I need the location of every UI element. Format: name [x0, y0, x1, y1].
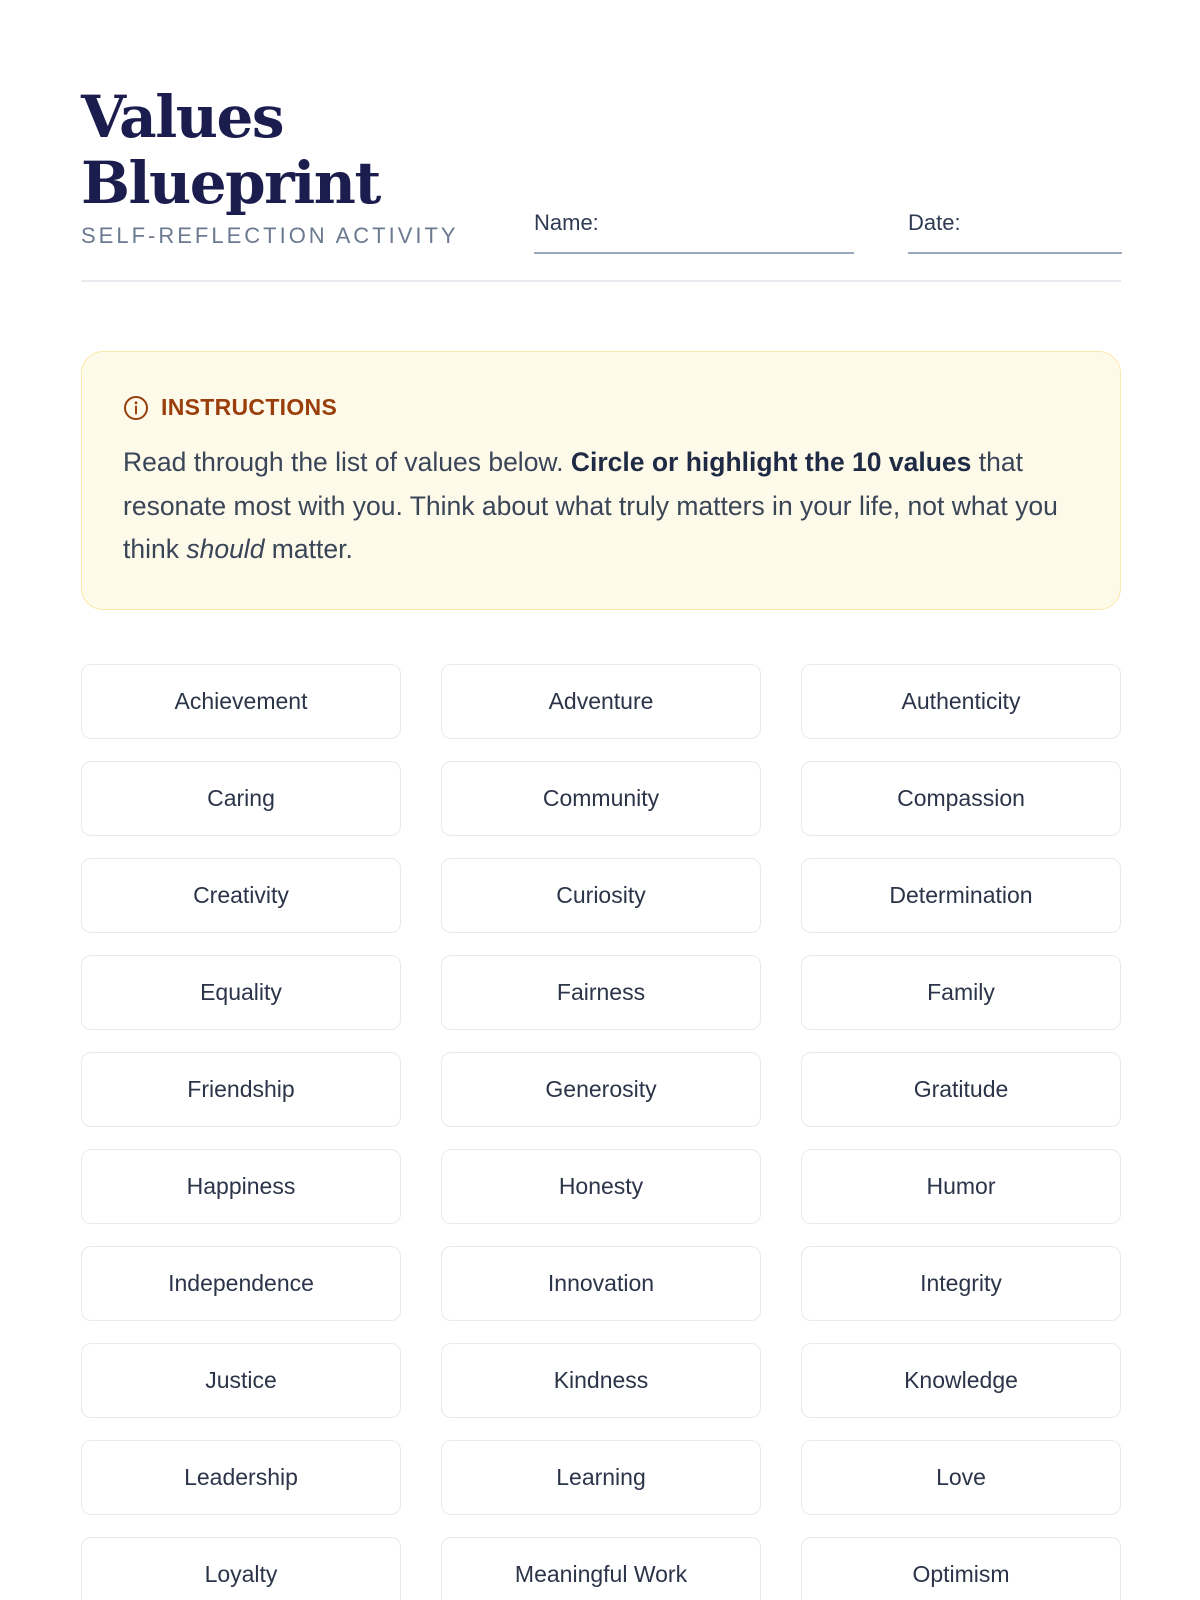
name-label: Name: — [534, 210, 599, 235]
instructions-heading-text: INSTRUCTIONS — [161, 394, 338, 420]
instructions-text-part-3: matter. — [264, 534, 353, 564]
page-subtitle: SELF-REFLECTION ACTIVITY — [81, 223, 459, 248]
value-option[interactable]: Equality — [81, 955, 401, 1030]
value-option[interactable]: Integrity — [801, 1246, 1121, 1321]
info-icon — [123, 395, 149, 421]
value-option[interactable]: Determination — [801, 858, 1121, 933]
value-option[interactable]: Optimism — [801, 1537, 1121, 1600]
value-option[interactable]: Independence — [81, 1246, 401, 1321]
page-title — [81, 84, 521, 216]
title-line-2: Blueprint — [81, 149, 380, 217]
worksheet-page — [81, 0, 1121, 1587]
title-line-1: Values — [81, 83, 284, 151]
instructions-text-italic: should — [186, 534, 265, 564]
value-option[interactable]: Knowledge — [801, 1343, 1121, 1418]
instructions-text-part-1: Read through the list of values below. — [123, 447, 571, 477]
date-field[interactable] — [908, 210, 1122, 254]
value-option[interactable]: Friendship — [81, 1052, 401, 1127]
value-option[interactable]: Meaningful Work — [441, 1537, 761, 1600]
values-grid — [81, 664, 1121, 1600]
name-field[interactable] — [534, 210, 854, 254]
value-option[interactable]: Achievement — [81, 664, 401, 739]
instructions-text-bold: Circle or highlight the 10 values — [570, 447, 972, 477]
value-option[interactable]: Humor — [801, 1149, 1121, 1224]
value-option[interactable]: Authenticity — [801, 664, 1121, 739]
instructions-callout — [81, 351, 1121, 610]
value-option[interactable]: Leadership — [81, 1440, 401, 1515]
date-label: Date: — [908, 210, 961, 235]
value-option[interactable]: Adventure — [441, 664, 761, 739]
value-option[interactable]: Learning — [441, 1440, 761, 1515]
value-option[interactable]: Innovation — [441, 1246, 761, 1321]
value-option[interactable]: Gratitude — [801, 1052, 1121, 1127]
value-option[interactable]: Loyalty — [81, 1537, 401, 1600]
value-option[interactable]: Caring — [81, 761, 401, 836]
value-option[interactable]: Honesty — [441, 1149, 761, 1224]
value-option[interactable]: Fairness — [441, 955, 761, 1030]
value-option[interactable]: Compassion — [801, 761, 1121, 836]
value-option[interactable]: Generosity — [441, 1052, 761, 1127]
value-option[interactable]: Community — [441, 761, 761, 836]
value-option[interactable]: Love — [801, 1440, 1121, 1515]
instructions-heading — [123, 394, 1080, 421]
value-option[interactable]: Happiness — [81, 1149, 401, 1224]
value-option[interactable]: Kindness — [441, 1343, 761, 1418]
instructions-text-part-2: that resonate most with you. Think about what truly matters in your life, not what you think — [123, 447, 1058, 564]
value-option[interactable]: Family — [801, 955, 1121, 1030]
value-option[interactable]: Creativity — [81, 858, 401, 933]
instructions-text — [123, 441, 1080, 572]
worksheet-header — [81, 0, 1121, 282]
value-option[interactable]: Curiosity — [441, 858, 761, 933]
value-option[interactable]: Justice — [81, 1343, 401, 1418]
